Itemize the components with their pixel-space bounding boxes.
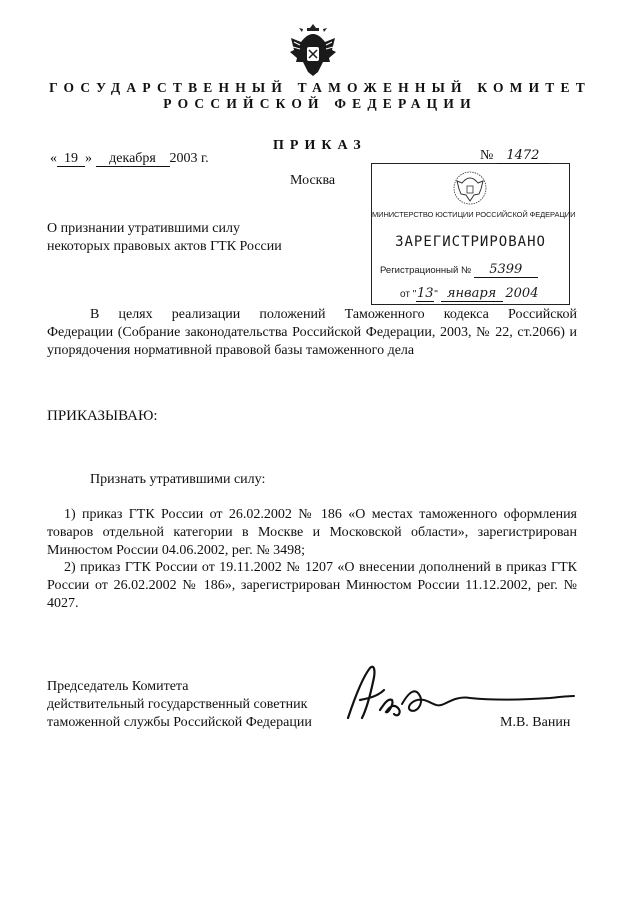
date-year: 2003 г. xyxy=(169,151,209,166)
stamp-date-day: 13 xyxy=(416,286,434,301)
date-month: декабря xyxy=(96,151,170,167)
order-number xyxy=(480,148,565,164)
signatory-line-3: таможенной службы Российской Федерации xyxy=(47,715,312,730)
subject-line-1: О признании утратившими силу xyxy=(47,221,240,236)
stamp-emblem-icon xyxy=(452,170,488,206)
document-title: ПРИКАЗ xyxy=(273,138,367,153)
preamble-line-1: В целях реализации положений Таможенного кодекса Российской xyxy=(90,307,577,322)
order-item-1 xyxy=(47,506,577,560)
stamp-date-year: 2004 xyxy=(505,286,539,301)
city: Москва xyxy=(290,173,336,188)
signatory-line-2: действительный государственный советник xyxy=(47,697,308,712)
subject-line-2: некоторых правовых актов ГТК России xyxy=(47,239,282,254)
order-item-1-text: 1) приказ ГТК России от 26.02.2002 № 186 «О местах таможенного оформления товаров отдельной категории в Москве и Московской области», зарегистрирован Минюстом России 04.06.2002, рег. № 3498; xyxy=(47,507,577,558)
coat-of-arms-icon xyxy=(288,20,338,78)
order-word: ПРИКАЗЫВАЮ: xyxy=(47,408,158,424)
stamp-date-month: января xyxy=(441,286,503,302)
federation-name: РОССИЙСКОЙ ФЕДЕРАЦИИ xyxy=(163,96,477,111)
registration-stamp xyxy=(371,163,576,305)
stamp-registration-number xyxy=(380,262,538,278)
committee-name: ГОСУДАРСТВЕННЫЙ ТАМОЖЕННЫЙ КОМИТЕТ xyxy=(49,80,591,95)
date-quote-open: « xyxy=(50,151,57,166)
stamp-ministry: МИНИСТЕРСТВО ЮСТИЦИИ РОССИЙСКОЙ ФЕДЕРАЦИИ xyxy=(372,210,576,219)
order-number-value: 1472 xyxy=(497,148,549,164)
date-quote-close: » xyxy=(85,151,92,166)
preamble-rest: Федерации (Собрание законодательства Российской Федерации, 2003, № 22, ст.2066) и упорядочения нормативной правовой базы таможенного дела xyxy=(47,325,577,358)
stamp-reg-label: Регистрационный № xyxy=(380,265,472,276)
signatory-name: М.В. Ванин xyxy=(500,715,571,730)
recognize-statement: Признать утратившими силу: xyxy=(90,472,266,487)
stamp-date-close: " xyxy=(434,289,438,300)
stamp-reg-number: 5399 xyxy=(474,262,538,278)
signatory-title xyxy=(47,678,312,732)
order-number-prefix: № xyxy=(480,148,494,163)
stamp-registered: ЗАРЕГИСТРИРОВАНО xyxy=(395,234,546,250)
signatory-line-1: Председатель Комитета xyxy=(47,679,189,694)
order-item-2-text: 2) приказ ГТК России от 19.11.2002 № 1207 «О внесении дополнений в приказ ГТК России от 26.02.2002 № 186», зарегистрирован Минюстом России 11.12.2002, рег. № 4027. xyxy=(47,560,577,611)
stamp-date-prefix: от " xyxy=(400,289,417,300)
order-subject xyxy=(47,220,282,256)
preamble xyxy=(47,306,577,360)
order-item-2 xyxy=(47,559,577,613)
date-day: 19 xyxy=(57,151,85,167)
stamp-date xyxy=(400,286,538,302)
order-date xyxy=(50,150,209,168)
